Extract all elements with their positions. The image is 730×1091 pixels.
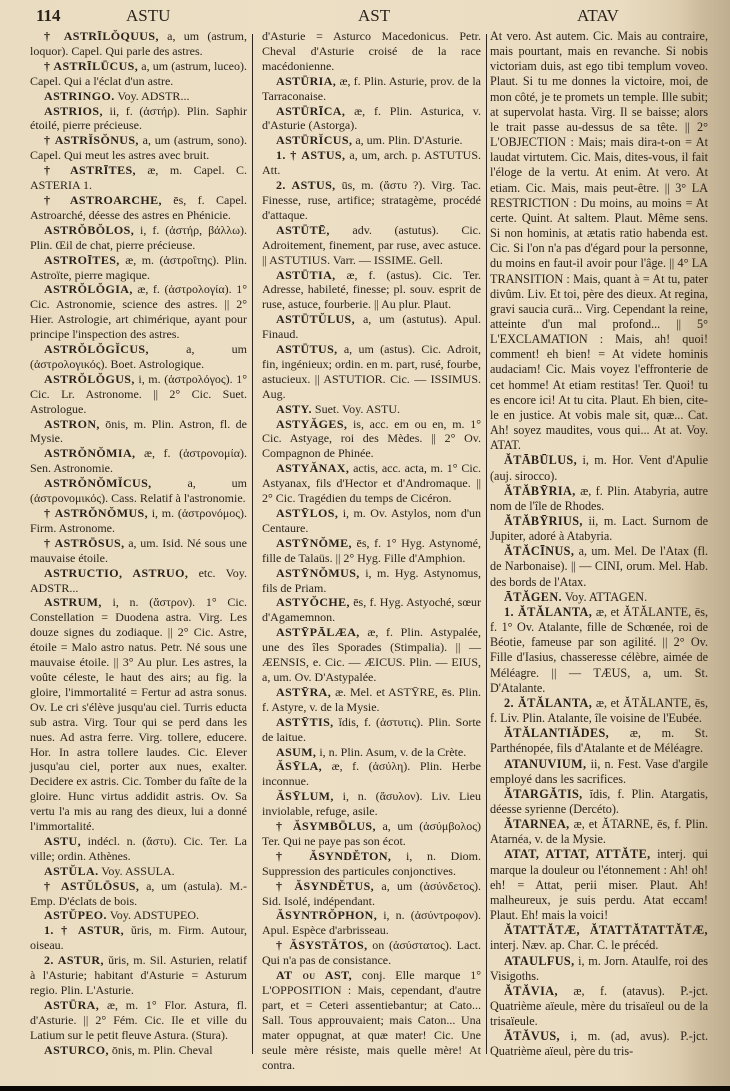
definition: æ, f. (ἀστρολογία). 1° Cic. Astronomie, science des astres. || 2° Hier. Astrologie, art chimérique, ayant pour principe l'inspection des astres. <box>30 282 247 342</box>
headword: † ASTRĪTES, <box>44 163 136 178</box>
dictionary-entry <box>490 484 708 514</box>
dictionary-entry <box>262 342 481 402</box>
dictionary-entry <box>30 417 247 447</box>
headword: ASTȲPĀLÆA, <box>276 625 360 640</box>
headword: ATAULFUS, <box>504 953 575 968</box>
dictionary-entry <box>490 847 708 923</box>
headword: ASTRŎNŎMIA, <box>44 446 136 461</box>
dictionary-entry <box>30 223 247 253</box>
dictionary-entry <box>262 104 481 134</box>
definition: Voy. ASSULA. <box>101 863 175 878</box>
definition: ēs, f. Capel. Astroarché, déesse des astres en Phénicie. <box>30 192 247 222</box>
definition: At vero. Ast autem. Cic. Mais au contraire, mais pourtant, mais en revanche. Si nobis victoriam duis, ast ego tibi templum voveo. Plaut. Si tu me donnes la victoire, moi, de mon côté, je te promets un temple. Ille subit; at supervolat hasta. Virg. Il se baisse; alors le trait passe au-dessus de sa tête. || 2° L'OBJECTION : Mais; mais dira-t-on = At laudat virtutem. Cic. Mais, dites-vous, il fait l'éloge de la vertu. At enim. At vero. At etiam. Cic. Mais, mais peut-être. || 3° LA RESTRICTION : Du moins, au moins = At certe. Quint. At saltem. Plaut. Même sens. Si non hominis, at ætatis ratio habenda est. Cic. Si l'on n'a pas d'égard pour la personne, du moins en faut-il avoir pour l'âge. || 4° LA TRANSITION : Mais, quant à = At tu, pater divûm. Liv. Et toi, père des dieux. At regina, gravi saucia curā... Virg. Cependant la reine, atteinte d'un mal profond... || 5° L'EXCLAMATION : Mais, ah! quoi! comment! eh bien! = At videte hominis audaciam! Cic. Mais voyez l'effronterie de cet homme! At etiam restitas! Ter. Quoi! tu es encore ici! At tu cita. Plaut. Eh bien, cite-le en justice. At vobis male sit, quæ... Cat. Ah! soyez maudites, vous qui... At at. Voy. ATAT. <box>490 29 708 453</box>
headword: ASTRŎLŎGUS, <box>44 371 135 386</box>
dictionary-entry <box>30 536 247 566</box>
headword: ĂTARNEA, <box>504 817 570 832</box>
definition: ōnis, m. Plin. Astron, fl. de Mysie. <box>30 416 248 446</box>
definition: æ, et ĂTĂLANTE, ēs, f. Liv. Plin. Atalante, île voisine de l'Eubée. <box>490 695 709 726</box>
headword: ASTŪRĬCUS, <box>276 133 353 148</box>
definition: ōnis, m. Plin. Cheval <box>111 1042 213 1057</box>
dictionary-entry <box>30 864 247 879</box>
dictionary-entry <box>490 453 708 483</box>
headword: ASTŪRA, <box>44 997 100 1012</box>
headword: ĂTĂLANTIĂDES, <box>504 726 610 741</box>
definition: a, um (ἀστρολογικός). Boet. Astrologique. <box>30 342 247 371</box>
dictionary-entry <box>262 759 481 789</box>
dictionary-entry <box>30 566 247 596</box>
headword: ASTŪTŬLUS, <box>276 312 356 327</box>
headword: ASTȲNŎME, <box>276 535 352 550</box>
dictionary-entry <box>30 163 247 193</box>
definition: i, m. (ἀστρονόμος). Firm. Astronome. <box>30 506 247 535</box>
headword: ĂTĂCĪNUS, <box>504 544 575 559</box>
headword: ASTRON, <box>44 416 100 431</box>
definition: i, n. (ἄσυλον). Liv. Lieu inviolable, refuge, asile. <box>262 789 481 819</box>
definition: æ, f. Plin. Astypalée, une des îles Sporades (Stimpalia). || — ÆENSIS, e. Cic. — ÆICUS. Plin. — EIUS, a, um. Ov. D'Astypalée. <box>262 625 482 684</box>
headword: ĂTĂBȲRIUS, <box>504 514 583 528</box>
definition: a, um (astus). Cic. Adroit, fin, ingénieux; ordin. en m. part, rusé, fourbe, astucieux. || ASTUTIOR. Cic. — ISSIMUS. Aug. <box>262 342 482 401</box>
dictionary-entry <box>262 417 481 462</box>
definition: æ, m. Capel. C. ASTERIA 1. <box>30 163 247 193</box>
headword: ĂTĀBŪLUS, <box>504 453 578 468</box>
headword: ASTȲRA, <box>276 684 332 699</box>
definition: i, n. Diom. Suppression des particules conjonctives. <box>262 848 482 878</box>
headword: ASTȲNŎMUS, <box>276 565 360 580</box>
definition: a, um (astrum, luceo). Capel. Qui a l'éclat d'un astre. <box>30 58 247 88</box>
definition: ĭdis, f. (ἀστυτις). Plin. Sorte de laitue. <box>262 714 482 744</box>
definition: æ, f. Plin. Asturica, v. d'Asturie (Astorga). <box>262 103 482 133</box>
dictionary-entry <box>30 923 247 953</box>
headword: ASTRŎBŎLOS, <box>44 222 135 237</box>
dictionary-entry <box>262 402 481 417</box>
headword: ĂTĂVUS, <box>504 1029 560 1044</box>
definition: æ. Mel. et ASTȲRE, ēs. Plin. f. Astyre, v. de la Mysie. <box>262 684 482 714</box>
dictionary-entry <box>262 879 481 909</box>
headword: ĀTĂGEN. <box>504 589 562 604</box>
headword: 2. ASTUR, <box>44 953 104 968</box>
dictionary-entry <box>490 923 708 953</box>
dictionary-entry <box>262 506 481 536</box>
dictionary-entry <box>262 685 481 715</box>
column-1 <box>30 29 247 1058</box>
headword: ASTY. <box>276 401 312 416</box>
dictionary-entry <box>30 133 247 163</box>
running-head-center: AST <box>358 6 391 25</box>
headword: 1. † ASTUS, <box>276 148 346 163</box>
headword: ASTŪRIA, <box>276 73 337 88</box>
definition: ĭdis, f. Plin. Atargatis, déesse syrienne (Dercéto). <box>490 786 709 816</box>
headword: ASTURCO, <box>44 1042 109 1057</box>
headword: ĂSȲLUM, <box>276 789 334 804</box>
dictionary-entry <box>30 476 247 506</box>
headword: ASTYŎCHE, <box>276 595 350 610</box>
definition: ii, m. Lact. Surnom de Jupiter, adoré à Atabyria. <box>490 514 708 544</box>
definition: æ, et ĂTARNE, ēs, f. Plin. Atarnéa, v. de la Mysie. <box>490 817 709 847</box>
definition: ŭris, m. Sil. Asturien, relatif à l'Asturie; habitant d'Asturie = Asturum regio. Plin. L'Asturie. <box>30 953 247 997</box>
dictionary-entry <box>490 984 708 1029</box>
dictionary-entry <box>30 1043 247 1058</box>
headword: AT ou AST, <box>276 968 352 983</box>
definition: æ, f. Plin. Atabyria, autre nom de l'île de Rhodes. <box>490 483 709 513</box>
headword: ĂSYNTRŎPHON, <box>276 908 378 923</box>
headword: † ĂSYMBŌLUS, <box>276 819 376 834</box>
definition: a, um. Isid. Né sous une mauvaise étoile. <box>30 535 247 565</box>
scan-border <box>0 1086 730 1091</box>
dictionary-entry <box>490 29 708 453</box>
headword: ASTRŎLŎGĬCUS, <box>44 342 149 357</box>
headword: ASTŪTIA, <box>276 267 336 282</box>
definition: ūs, m. (ἄστυ ?). Virg. Tac. Finesse, ruse, artifice; stratagème, procédé d'attaque. <box>262 178 481 222</box>
headword: ASTŬPEO. <box>44 908 107 923</box>
headword: ASTRŎNŎMĬCUS, <box>44 476 152 491</box>
definition: d'Asturie = Asturco Macedonicus. Petr. Cheval d'Asturie croisé de la race macédonienne. <box>262 29 481 73</box>
headword: † ĂSYNDĔTON, <box>276 848 392 863</box>
definition: is, acc. em ou en, m. 1° Cic. Astyage, roi des Mèdes. || 2° Ov. Compagnon de Phinée. <box>262 416 481 461</box>
dictionary-entry <box>262 789 481 819</box>
definition: a, um (ἀσύνδετος). Sid. Isolé, indépendant. <box>262 878 481 908</box>
headword: ASTRINGO. <box>44 88 115 103</box>
headword: ASTROĪTES, <box>44 252 120 267</box>
headword: ASTU, <box>44 833 82 848</box>
definition: i, n. (ἀσύντροφον). Apul. Espèce d'arbrisseau. <box>262 908 481 938</box>
definition: on (ἀσύστατος). Lact. Qui n'a pas de consistance. <box>262 938 481 968</box>
dictionary-entry <box>30 104 247 134</box>
dictionary-entry <box>262 908 481 938</box>
definition: i, m. (ad, avus). P.-jct. Quatrième aïeul, père du tris- <box>490 1029 708 1059</box>
definition: æ, f. (ἀσύλη). Plin. Herbe inconnue. <box>262 759 481 789</box>
definition: indécl. n. (ἄστυ). Cic. Ter. La ville; ordin. Athènes. <box>30 833 248 863</box>
dictionary-entry <box>30 253 247 283</box>
definition: a, um (astrum, sono). Capel. Qui meut les astres avec bruit. <box>30 133 247 163</box>
headword: † ASTROARCHE, <box>44 192 162 207</box>
dictionary-entry <box>262 745 481 760</box>
headword: † ĂSYSTĂTOS, <box>276 938 368 953</box>
headword: 2. ĂTĂLANTA, <box>504 695 593 710</box>
definition: a, um (astutus). Apul. Finaud. <box>262 312 482 342</box>
dictionary-entry <box>262 312 481 342</box>
dictionary-entry <box>30 998 247 1043</box>
headword: ASTYĂNAX, <box>276 461 350 476</box>
dictionary-entry <box>30 89 247 104</box>
headword: ATAT, ATTAT, ATTĂTE, <box>504 847 651 862</box>
definition: ŭris, m. Firm. Autour, oiseau. <box>30 923 248 953</box>
definition: Suet. Voy. ASTU. <box>314 401 401 416</box>
headword: ASTRUM, <box>44 595 102 610</box>
definition: adv. (astutus). Cic. Adroitement, finement, par ruse, avec astuce. || ASTUTIUS. Varr. — ISSIME. Gell. <box>262 222 481 267</box>
definition: a, um. Plin. D'Asturie. <box>355 133 463 148</box>
headword: ĂTATTĂTÆ, ĂTATTĂTATTĂTÆ, <box>504 923 708 938</box>
definition: æ, f. Plin. Asturie, prov. de la Tarraconaise. <box>262 73 482 103</box>
definition: conj. Elle marque 1° L'OPPOSITION : Mais, cependant, d'autre part, et = Ceteri assentiebantur; at Cato... Sall. Tous approuvaient; mais Caton... Una mater oppugnat, at quæ mater! Cic. Une seule mère résiste, mais quelle mère! At contra. <box>262 968 481 1072</box>
dictionary-entry <box>490 817 708 847</box>
dictionary-entry <box>262 268 481 313</box>
definition: i, m. (ἀστρολόγος). 1° Cic. Lr. Astronome. || 2° Cic. Suet. Astrologue. <box>30 371 248 416</box>
definition: æ, f. (ἀστρονομία). Sen. Astronomie. <box>30 446 248 476</box>
definition: i, m. Hyg. Astynomus, fils de Priam. <box>262 565 481 595</box>
page-number: 114 <box>36 6 61 25</box>
dictionary-entry <box>262 849 481 879</box>
headword: ASTŬLA. <box>44 863 99 878</box>
dictionary-entry <box>490 954 708 984</box>
definition: æ, et ĂTĂLANTE, ēs, f. 1° Ov. Atalante, fille de Schœnée, roi de Béotie, fameuse par son agilité. || 2° Ov. Fille d'Iasius, chasseresse célèbre, aimée de Méléagre. || — TÆUS, a, um. St. D'Atalante. <box>490 604 709 695</box>
headword: † ASTŬLŌSUS, <box>44 878 140 893</box>
dictionary-entry <box>30 953 247 998</box>
dictionary-entry <box>262 133 481 148</box>
definition: etc. Voy. ADSTR... <box>30 565 247 595</box>
dictionary-entry <box>262 595 481 625</box>
headword: † ASTRŌSUS, <box>44 535 125 550</box>
headword: ATANUVIUM, <box>504 756 587 771</box>
dictionary-entry <box>262 536 481 566</box>
running-head-left: ASTU <box>126 6 171 25</box>
headword: ASTȲLOS, <box>276 506 339 520</box>
definition: i, n. (ἄστρον). 1° Cic. Constellation = Duodena astra. Virg. Les douze signes du zodiaque. || 2° Cic. Astre, étoile = Malo astro natus. Petr. Né sous une mauvaise étoile. || 3° Au plur. Les astres, la voûte céleste, le haut des airs; au fig. la gloire, l'immortalité = Fertur ad astra sonus. Ov. Le cri s'élève jusqu'au ciel. Turris educta sub astra. Virg. Tour qui se perd dans les nues. Ad astra ferre. Virg. tollere, educere. Hor. In astra tollere laudes. Cic. Elever jusqu'au ciel, porter aux nues, exalter. Decidere ex astris. Cic. Tomber du faîte de la gloire. Hunc virtus addidit astris. Ov. Sa vertu l'a mis au rang des dieux, lui a donné l'immortalité. <box>30 595 248 834</box>
headword: † ĂSYNDĔTUS, <box>276 878 375 893</box>
column-3 <box>490 29 708 1060</box>
dictionary-entry <box>262 461 481 506</box>
definition: interj. qui marque la douleur ou l'étonnement : Ah! oh! eh! = Attat, perii miser. Plaut. Ah! malheureux, je suis perdu. Atat eccam! Plaut. Eh! mais la voici! <box>490 847 709 923</box>
headword: 1. † ASTUR, <box>44 923 125 938</box>
headword: ASTŪTĒ, <box>276 222 330 237</box>
dictionary-entry <box>490 787 708 817</box>
definition: æ, m. St. Parthénopée, fils d'Atalante et de Méléagre. <box>490 726 709 756</box>
dictionary-entry <box>262 566 481 596</box>
headword: ĂTARGĂTIS, <box>504 786 583 801</box>
dictionary-entry <box>30 193 247 223</box>
column-2 <box>262 29 481 1072</box>
dictionary-entry <box>30 879 247 909</box>
headword: ASTŪTUS, <box>276 342 338 357</box>
definition: æ, m. (ἀστροΐτης). Plin. Astroïte, pierre magique. <box>30 252 247 282</box>
dictionary-entry <box>30 446 247 476</box>
column-rule <box>486 34 487 1054</box>
running-head-right: ATAV <box>577 6 619 25</box>
headword: ASTŪRĪCA, <box>276 103 346 118</box>
dictionary-entry <box>262 223 481 268</box>
column-rule <box>252 34 253 1054</box>
dictionary-entry <box>262 819 481 849</box>
dictionary-entry <box>30 506 247 536</box>
dictionary-entry <box>262 29 481 74</box>
definition: a, um (ἀστρονομικός). Cass. Relatif à l'astronomie. <box>30 476 247 506</box>
dictionary-entry <box>490 590 708 605</box>
definition: Voy. ATTAGEN. <box>564 589 648 604</box>
dictionary-entry <box>490 544 708 589</box>
headword: ASTYĂGES, <box>276 416 348 431</box>
definition: i, m. Jorn. Ataulfe, roi des Visigoths. <box>490 953 709 983</box>
definition: i, f. (ἀστήρ, βάλλω). Plin. Œil de chat, pierre précieuse. <box>30 222 247 252</box>
headword: ĂSȲLA, <box>276 759 323 774</box>
dictionary-entry <box>262 938 481 968</box>
definition: ēs, f. 1° Hyg. Astynomé, fille de Talaüs. || 2° Hyg. Fille d'Amphion. <box>262 535 482 565</box>
definition: æ, f. (atavus). P.-jct. Quatrième aïeule, mère du trisaïeul ou de la trisaïeule. <box>490 983 709 1029</box>
definition: actis, acc. acta, m. 1° Cic. Astyanax, fils d'Hector et d'Andromaque. || 2° Cic. Tragédien du temps de Cicéron. <box>262 461 482 506</box>
dictionary-entry <box>490 605 708 696</box>
definition: a, um, arch. p. ASTUTUS. Att. <box>262 148 482 178</box>
headword: ĂTĂBȲRIA, <box>504 483 576 498</box>
dictionary-entry <box>262 74 481 104</box>
definition: Voy. ADSTR... <box>117 88 190 103</box>
headword: 1. ĂTĂLANTA, <box>504 604 593 619</box>
dictionary-entry <box>262 968 481 1072</box>
dictionary-entry <box>30 908 247 923</box>
dictionary-entry <box>490 757 708 787</box>
definition: æ, f. (astus). Cic. Ter. Adresse, habileté, finesse; pl. souv. esprit de ruse, astuce, fourberie. || Au plur. Plaut. <box>262 267 481 312</box>
headword: † ASTRĪLŪCUS, <box>44 58 139 73</box>
headword: ASTȲTIS, <box>276 714 334 729</box>
dictionary-entry <box>490 1029 708 1059</box>
headword: † ASTRĬSŎNUS, <box>44 133 139 148</box>
definition: interj. Næv. ap. Char. C. le précéd. <box>490 938 659 953</box>
headword: ASTRIOS, <box>44 103 103 118</box>
headword: † ASTRŎNŎMUS, <box>44 506 148 520</box>
dictionary-entry <box>262 625 481 685</box>
definition: Voy. ADSTUPEO. <box>109 908 200 923</box>
definition: i, n. Plin. Asum, v. de la Crète. <box>319 744 467 759</box>
definition: a, um (astula). M.-Emp. D'éclats de bois. <box>30 878 248 908</box>
definition: a, um (ἀσύμβολος) Ter. Qui ne paye pas son écot. <box>262 819 481 848</box>
definition: i, m. Ov. Astylos, nom d'un Centaure. <box>262 506 482 535</box>
dictionary-entry <box>262 148 481 178</box>
headword: ASTRŎLŎGIA, <box>44 282 133 297</box>
dictionary-entry <box>490 726 708 756</box>
dictionary-entry <box>490 514 708 544</box>
definition: i, m. Hor. Vent d'Apulie (auj. sirocco). <box>490 453 708 483</box>
dictionary-entry <box>30 282 247 342</box>
dictionary-entry <box>30 595 247 834</box>
headword: ASTRUCTIO, ASTRUO, <box>44 565 189 580</box>
definition: ii, f. (ἀστήρ). Plin. Saphir étoilé, pierre précieuse. <box>30 103 248 133</box>
headword: † ASTRĪLŎQUUS, <box>44 29 159 43</box>
dictionary-entry <box>262 178 481 223</box>
dictionary-entry <box>30 342 247 372</box>
definition: ēs, f. Hyg. Astyoché, sœur d'Agamemnon. <box>262 595 481 625</box>
definition: ii, n. Fest. Vase d'argile employé dans les sacrifices. <box>490 756 709 786</box>
definition: æ, m. 1° Flor. Astura, fl. d'Asturie. || 2° Fém. Cic. Ile et ville du Latium sur le petit fleuve Astura. (Stura). <box>30 997 248 1042</box>
dictionary-entry <box>30 834 247 864</box>
definition: a, um. Mel. De l'Atax (fl. de Narbonaise). || — CINI, orum. Mel. Hab. des bords de l'Atax. <box>490 544 709 589</box>
headword: ĂTĂVIA, <box>504 983 558 998</box>
headword: ASUM, <box>276 744 317 759</box>
definition: a, um (astrum, loquor). Capel. Qui parle des astres. <box>30 29 248 58</box>
dictionary-entry <box>30 29 247 59</box>
dictionary-entry <box>490 696 708 726</box>
dictionary-entry <box>30 372 247 417</box>
dictionary-entry <box>262 715 481 745</box>
headword: 2. ASTUS, <box>276 178 336 193</box>
dictionary-entry <box>30 59 247 89</box>
